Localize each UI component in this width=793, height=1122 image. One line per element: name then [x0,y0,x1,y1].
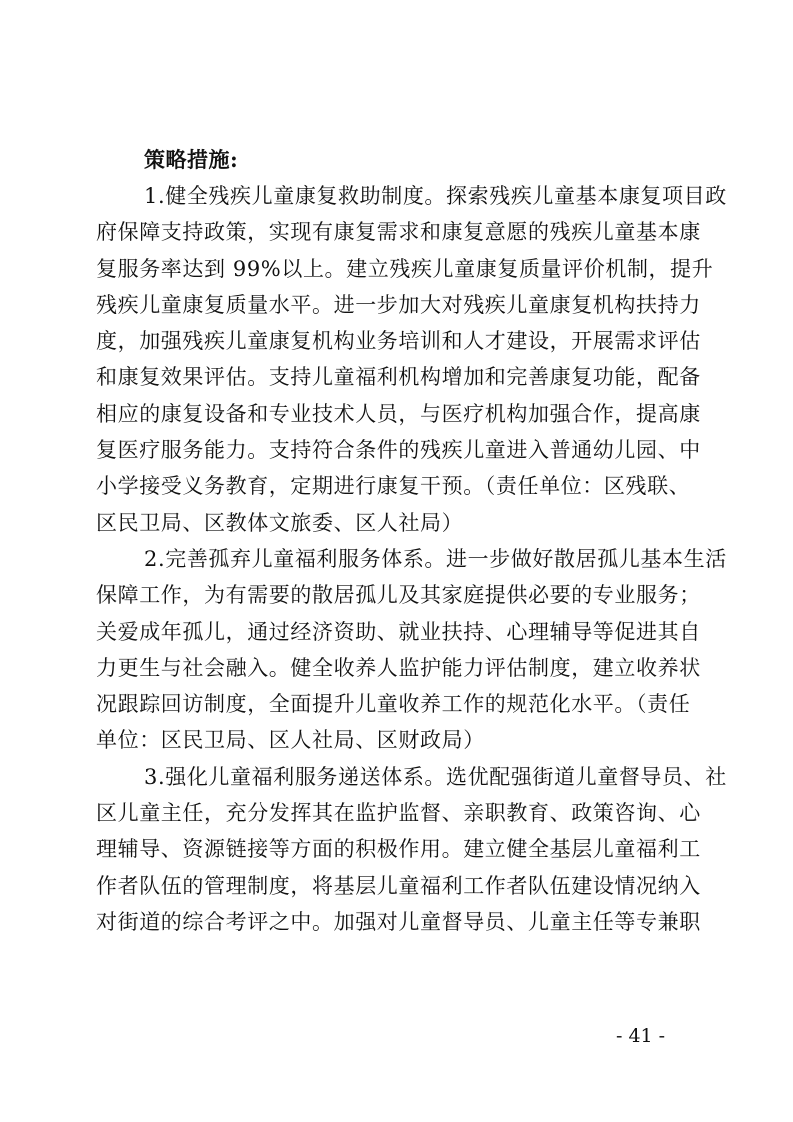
paragraph-3 [96,759,727,940]
text-line: 理辅导、资源链接等方面的积极作用。建立健全基层儿童福利工 [96,837,701,862]
text-line: 力更生与社会融入。健全收养人监护能力评估制度，建立收养状 [96,655,701,680]
text-line: 小学接受义务教育，定期进行康复干预。（责任单位：区残联、 [96,474,691,499]
text-line: 况跟踪回访制度，全面提升儿童收养工作的规范化水平。（责任 [96,692,691,717]
text-line: 区民卫局、区教体文旅委、区人社局） [96,510,464,535]
body-text [96,178,727,940]
text-line: 相应的康复设备和专业技术人员，与医疗机构加强合作，提高康 [96,401,701,426]
section-heading: 策略措施: [144,147,239,172]
text-line: 复医疗服务能力。支持符合条件的残疾儿童进入普通幼儿园、中 [96,438,701,463]
page-number: - 41 - [616,1025,666,1047]
text-line: 作者队伍的管理制度，将基层儿童福利工作者队伍建设情况纳入 [96,873,701,898]
text-line: 3.强化儿童福利服务递送体系。选优配强街道儿童督导员、社 [144,764,727,789]
text-line: 对街道的综合考评之中。加强对儿童督导员、儿童主任等专兼职 [96,909,701,934]
text-line: 和康复效果评估。支持儿童福利机构增加和完善康复功能，配备 [96,365,701,390]
text-line: 1.健全残疾儿童康复救助制度。探索残疾儿童基本康复项目政 [144,184,727,208]
paragraph-1 [96,178,727,541]
text-line: 关爱成年孤儿，通过经济资助、就业扶持、心理辅导等促进其自 [96,619,701,644]
text-line: 残疾儿童康复质量水平。进一步加大对残疾儿童康复机构扶持力 [96,292,701,317]
text-line: 复服务率达到 99%以上。建立残疾儿童康复质量评价机制，提升 [96,256,714,281]
text-line: 单位：区民卫局、区人社局、区财政局） [96,728,485,753]
text-line: 2.完善孤弃儿童福利服务体系。进一步做好散居孤儿基本生活 [144,546,727,571]
paragraph-2 [96,541,727,759]
text-line: 保障工作，为有需要的散居孤儿及其家庭提供必要的专业服务； [96,583,701,608]
text-line: 府保障支持政策，实现有康复需求和康复意愿的残疾儿童基本康 [96,220,701,245]
text-line: 度，加强残疾儿童康复机构业务培训和人才建设，开展需求评估 [96,329,701,354]
text-line: 区儿童主任，充分发挥其在监护监督、亲职教育、政策咨询、心 [96,801,701,826]
